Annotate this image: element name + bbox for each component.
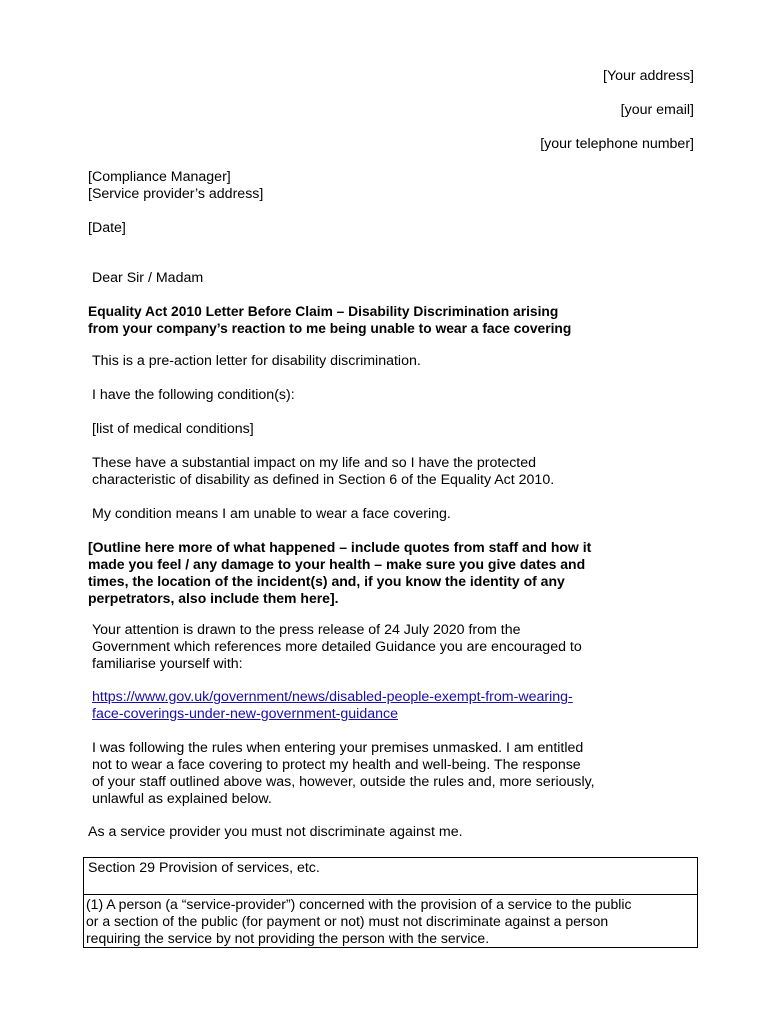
attention-line-3: familiarise yourself with: <box>92 656 243 672</box>
condition-mask-paragraph: My condition means I am unable to wear a face covering. <box>92 506 451 522</box>
sender-phone: [your telephone number] <box>540 136 694 152</box>
letter-date: [Date] <box>88 220 126 236</box>
conditions-lead: I have the following condition(s): <box>92 387 295 403</box>
law-clause-line-3: requiring the service by not providing the person with the service. <box>86 930 490 946</box>
law-clause-box <box>83 894 698 948</box>
sender-address: [Your address] <box>603 68 694 84</box>
subject-line-2: from your company’s reaction to me being unable to wear a face covering <box>88 321 572 336</box>
law-heading: Section 29 Provision of services, etc. <box>88 860 320 876</box>
rules-line-3: of your staff outlined above was, however, outside the rules and, more seriously, <box>92 774 595 790</box>
rules-line-4: unlawful as explained below. <box>92 791 272 807</box>
law-clause-line-2: or a section of the public (for payment or not) must not discriminate against a person <box>86 913 609 929</box>
rules-line-1: I was following the rules when entering your premises unmasked. I am entitled <box>92 740 584 756</box>
attention-line-1: Your attention is drawn to the press release of 24 July 2020 from the <box>92 622 521 638</box>
outline-line-4: perpetrators, also include them here]. <box>88 590 339 606</box>
salutation: Dear Sir / Madam <box>92 270 204 286</box>
recipient-name: [Compliance Manager] <box>88 169 231 185</box>
guidance-link-line-1[interactable]: https://www.gov.uk/government/news/disabled-people-exempt-from-wearing- <box>92 689 573 705</box>
guidance-link-wrapper-2 <box>92 706 398 723</box>
law-heading-box <box>83 857 698 895</box>
subject-line-1: Equality Act 2010 Letter Before Claim – Disability Discrimination arising <box>88 304 559 319</box>
sender-email: [your email] <box>620 102 694 118</box>
impact-line-2: characteristic of disability as defined in Section 6 of the Equality Act 2010. <box>92 472 555 488</box>
outline-line-1: [Outline here more of what happened – include quotes from staff and how it <box>88 539 592 555</box>
recipient-address: [Service provider’s address] <box>88 186 264 202</box>
provider-paragraph: As a service provider you must not discriminate against me. <box>88 824 463 840</box>
guidance-link-wrapper <box>92 689 573 706</box>
intro-paragraph: This is a pre-action letter for disability discrimination. <box>92 353 421 369</box>
guidance-link-line-2[interactable]: face-coverings-under-new-government-guidance <box>92 706 398 722</box>
outline-line-3: times, the location of the incident(s) and, if you know the identity of any <box>88 573 565 589</box>
impact-line-1: These have a substantial impact on my life and so I have the protected <box>92 455 537 471</box>
rules-line-2: not to wear a face covering to protect my health and well-being. The response <box>92 757 581 773</box>
attention-line-2: Government which references more detailed Guidance you are encouraged to <box>92 639 582 655</box>
outline-line-2: made you feel / any damage to your health – make sure you give dates and <box>88 556 586 572</box>
law-clause-line-1: (1) A person (a “service-provider”) concerned with the provision of a service to the public <box>86 896 632 912</box>
conditions-placeholder: [list of medical conditions] <box>92 421 254 437</box>
